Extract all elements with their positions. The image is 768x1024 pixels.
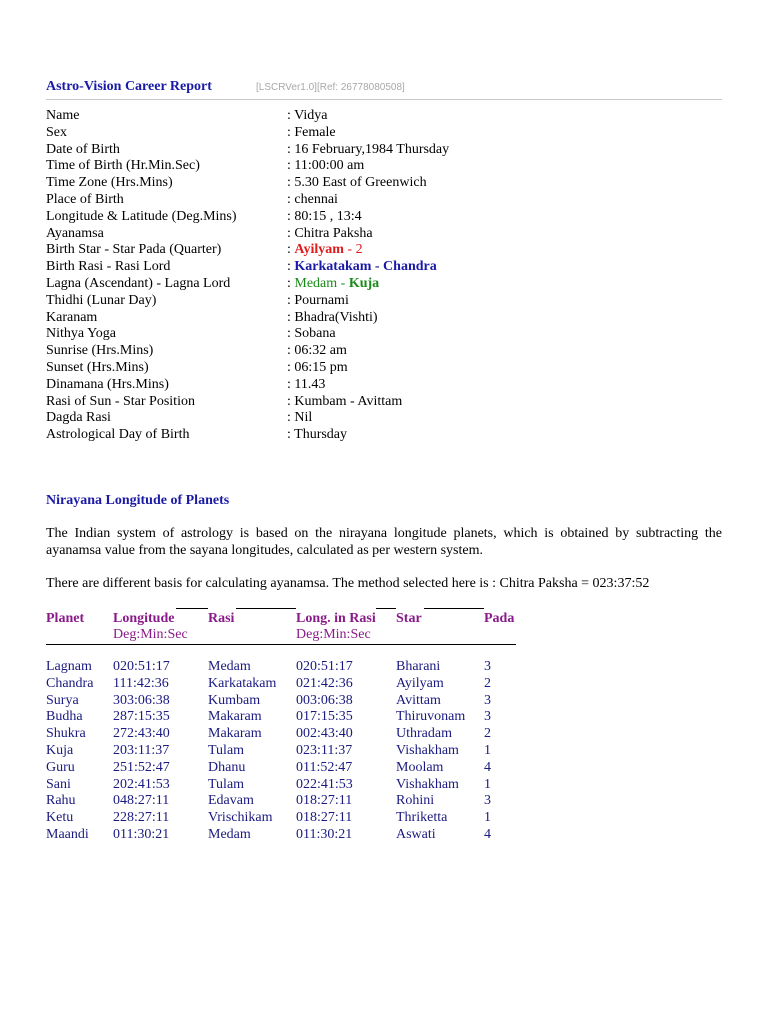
- detail-label: Astrological Day of Birth: [46, 427, 190, 443]
- cell-longitude: 287:15:35: [113, 709, 170, 725]
- table-row: [46, 743, 516, 760]
- header-star: Star: [396, 611, 422, 626]
- report-title: Astro-Vision Career Report: [46, 79, 212, 94]
- cell-planet: Maandi: [46, 826, 89, 842]
- detail-label: Sex: [46, 124, 67, 140]
- header-pada: Pada: [484, 611, 515, 626]
- detail-value: [287, 242, 363, 259]
- detail-row: [46, 209, 606, 226]
- detail-label: Thidhi (Lunar Day): [46, 292, 157, 308]
- cell-star: Uthradam: [396, 726, 452, 742]
- header-long-in-rasi: Long. in Rasi: [296, 611, 376, 626]
- detail-value: : chennai: [287, 191, 338, 207]
- lagna: Medam -: [294, 275, 349, 291]
- detail-row: [46, 326, 606, 343]
- detail-row: [46, 293, 606, 310]
- detail-row: [46, 158, 606, 175]
- detail-value: : 06:15 pm: [287, 359, 348, 375]
- table-row: [46, 760, 516, 777]
- detail-label: Karanam: [46, 309, 98, 325]
- colon-prefix: :: [287, 275, 295, 291]
- cell-rasi: Makaram: [208, 726, 262, 742]
- table-row: [46, 709, 516, 726]
- cell-planet: Ketu: [46, 810, 74, 826]
- detail-row: [46, 125, 606, 142]
- detail-value: : Thursday: [287, 427, 348, 443]
- detail-row: [46, 142, 606, 159]
- cell-pada: 4: [484, 826, 491, 842]
- detail-value: : 80:15 , 13:4: [287, 208, 362, 224]
- detail-label: Nithya Yoga: [46, 326, 117, 342]
- detail-value: [287, 259, 437, 276]
- subheader-long-in-rasi: Deg:Min:Sec: [296, 627, 371, 642]
- cell-planet: Rahu: [46, 793, 76, 809]
- birth-details: [46, 108, 606, 444]
- detail-label: Dagda Rasi: [46, 410, 111, 426]
- cell-rasi: Medam: [208, 659, 251, 674]
- cell-pada: 1: [484, 742, 491, 758]
- cell-long-in-rasi: 018:27:11: [296, 793, 353, 809]
- section-title: Nirayana Longitude of Planets: [46, 493, 230, 508]
- cell-star: Aswati: [396, 826, 436, 842]
- detail-value: : Sobana: [287, 326, 336, 342]
- birth-rasi: Karkatakam - Chandra: [294, 259, 437, 275]
- cell-pada: 4: [484, 759, 491, 775]
- detail-value: : 11:00:00 am: [287, 158, 365, 174]
- detail-value: : Bhadra(Vishti): [287, 309, 378, 325]
- cell-star: Rohini: [396, 793, 435, 809]
- cell-star: Thriketta: [396, 810, 448, 826]
- cell-planet: Surya: [46, 692, 79, 708]
- cell-longitude: 020:51:17: [113, 659, 170, 674]
- cell-longitude: 228:27:11: [113, 810, 170, 826]
- cell-rasi: Tulam: [208, 776, 245, 792]
- cell-longitude: 202:41:53: [113, 776, 170, 792]
- detail-row: [46, 276, 606, 293]
- header-longitude: Longitude: [113, 611, 175, 626]
- detail-value: : Vidya: [287, 108, 328, 123]
- cell-longitude: 203:11:37: [113, 742, 170, 758]
- detail-value: [287, 276, 379, 293]
- table-row: [46, 793, 516, 810]
- detail-row: [46, 343, 606, 360]
- ayanamsa-paragraph: There are different basis for calculating ayanamsa. The method selected here is : Chitra Paksha = 023:37:52: [46, 576, 650, 591]
- cell-rasi: Makaram: [208, 709, 262, 725]
- detail-label: Name: [46, 108, 80, 123]
- cell-planet: Shukra: [46, 726, 86, 742]
- detail-value: : 16 February,1984 Thursday: [287, 141, 450, 157]
- detail-value: : 11.43: [287, 376, 326, 392]
- detail-value: : Nil: [287, 410, 313, 426]
- detail-value: : Pournami: [287, 292, 349, 308]
- detail-row: [46, 394, 606, 411]
- detail-value: : 5.30 East of Greenwich: [287, 175, 427, 191]
- subheader-longitude: Deg:Min:Sec: [113, 627, 188, 642]
- detail-row: [46, 192, 606, 209]
- cell-pada: 1: [484, 810, 491, 826]
- cell-planet: Lagnam: [46, 659, 92, 674]
- colon-prefix: :: [287, 242, 295, 258]
- header-planet: Planet: [46, 611, 85, 626]
- detail-value: : Kumbam - Avittam: [287, 393, 403, 409]
- detail-value: : Chitra Paksha: [287, 225, 373, 241]
- cell-star: Ayilyam: [396, 675, 444, 691]
- birth-star: Ayilyam: [294, 242, 344, 258]
- table-row: [46, 693, 516, 710]
- detail-label: Time of Birth (Hr.Min.Sec): [46, 158, 200, 174]
- detail-label: Dinamana (Hrs.Mins): [46, 376, 169, 392]
- table-row: [46, 726, 516, 743]
- cell-pada: 2: [484, 726, 491, 742]
- detail-label: Place of Birth: [46, 191, 124, 207]
- header-rule: [176, 608, 208, 609]
- detail-row: [46, 410, 606, 427]
- table-header: [46, 608, 516, 645]
- detail-label: Sunset (Hrs.Mins): [46, 359, 149, 375]
- cell-rasi: Dhanu: [208, 759, 246, 775]
- cell-long-in-rasi: 011:30:21: [296, 826, 353, 842]
- header-rule: [236, 608, 296, 609]
- cell-rasi: Medam: [208, 826, 251, 842]
- detail-row: [46, 427, 606, 444]
- cell-star: Thiruvonam: [396, 709, 466, 725]
- cell-long-in-rasi: 022:41:53: [296, 776, 353, 792]
- header-rasi: Rasi: [208, 611, 235, 626]
- cell-pada: 3: [484, 659, 491, 674]
- cell-star: Vishakham: [396, 742, 459, 758]
- cell-star: Bharani: [396, 659, 441, 674]
- detail-label: Longitude & Latitude (Deg.Mins): [46, 208, 237, 224]
- detail-row: [46, 175, 606, 192]
- cell-long-in-rasi: 023:11:37: [296, 742, 353, 758]
- cell-longitude: 303:06:38: [113, 692, 170, 708]
- detail-value: : Female: [287, 124, 336, 140]
- cell-rasi: Vrischikam: [208, 810, 273, 826]
- cell-longitude: 011:30:21: [113, 826, 170, 842]
- star-pada: - 2: [343, 242, 363, 258]
- cell-long-in-rasi: 021:42:36: [296, 675, 353, 691]
- cell-planet: Guru: [46, 759, 75, 775]
- colon-prefix: :: [287, 259, 295, 275]
- cell-longitude: 272:43:40: [113, 726, 170, 742]
- cell-long-in-rasi: 011:52:47: [296, 759, 353, 775]
- cell-star: Moolam: [396, 759, 444, 775]
- table-body: [46, 659, 516, 844]
- cell-planet: Chandra: [46, 675, 94, 691]
- table-row: [46, 810, 516, 827]
- cell-rasi: Karkatakam: [208, 675, 277, 691]
- detail-label: Lagna (Ascendant) - Lagna Lord: [46, 275, 231, 291]
- cell-long-in-rasi: 017:15:35: [296, 709, 353, 725]
- table-row: [46, 777, 516, 794]
- detail-row: [46, 377, 606, 394]
- planet-table: [46, 608, 516, 842]
- detail-label: Time Zone (Hrs.Mins): [46, 175, 173, 191]
- cell-pada: 3: [484, 793, 491, 809]
- lagna-lord: Kuja: [348, 275, 380, 291]
- cell-longitude: 111:42:36: [113, 675, 169, 691]
- cell-pada: 3: [484, 709, 491, 725]
- cell-long-in-rasi: 002:43:40: [296, 726, 353, 742]
- cell-rasi: Kumbam: [208, 692, 261, 708]
- cell-pada: 3: [484, 692, 491, 708]
- cell-long-in-rasi: 020:51:17: [296, 659, 353, 674]
- detail-value: : 06:32 am: [287, 343, 347, 359]
- cell-rasi: Tulam: [208, 742, 245, 758]
- cell-planet: Kuja: [46, 742, 74, 758]
- cell-pada: 2: [484, 675, 491, 691]
- cell-planet: Sani: [46, 776, 71, 792]
- cell-pada: 1: [484, 776, 491, 792]
- detail-row: [46, 259, 606, 276]
- cell-longitude: 048:27:11: [113, 793, 170, 809]
- report-reference: [LSCRVer1.0][Ref: 26778080508]: [256, 82, 405, 93]
- detail-row: [46, 242, 606, 259]
- detail-label: Rasi of Sun - Star Position: [46, 393, 195, 409]
- report-header: [46, 79, 722, 100]
- detail-row: [46, 226, 606, 243]
- detail-label: Birth Star - Star Pada (Quarter): [46, 242, 222, 258]
- detail-row: [46, 310, 606, 327]
- header-rule: [376, 608, 396, 609]
- cell-rasi: Edavam: [208, 793, 254, 809]
- table-row: [46, 827, 516, 844]
- detail-row: [46, 108, 606, 125]
- table-row: [46, 659, 516, 676]
- detail-label: Sunrise (Hrs.Mins): [46, 343, 154, 359]
- cell-star: Avittam: [396, 692, 441, 708]
- intro-paragraph: The Indian system of astrology is based on the nirayana longitude planets, which is obtained by subtracting the ayanamsa value from the sayana longitudes, calculated as per western system.: [46, 526, 722, 558]
- detail-label: Date of Birth: [46, 141, 120, 157]
- header-rule: [424, 608, 484, 609]
- cell-star: Vishakham: [396, 776, 459, 792]
- detail-label: Birth Rasi - Rasi Lord: [46, 259, 171, 275]
- detail-label: Ayanamsa: [46, 225, 104, 241]
- cell-longitude: 251:52:47: [113, 759, 170, 775]
- cell-long-in-rasi: 018:27:11: [296, 810, 353, 826]
- cell-long-in-rasi: 003:06:38: [296, 692, 353, 708]
- cell-planet: Budha: [46, 709, 83, 725]
- table-row: [46, 676, 516, 693]
- detail-row: [46, 360, 606, 377]
